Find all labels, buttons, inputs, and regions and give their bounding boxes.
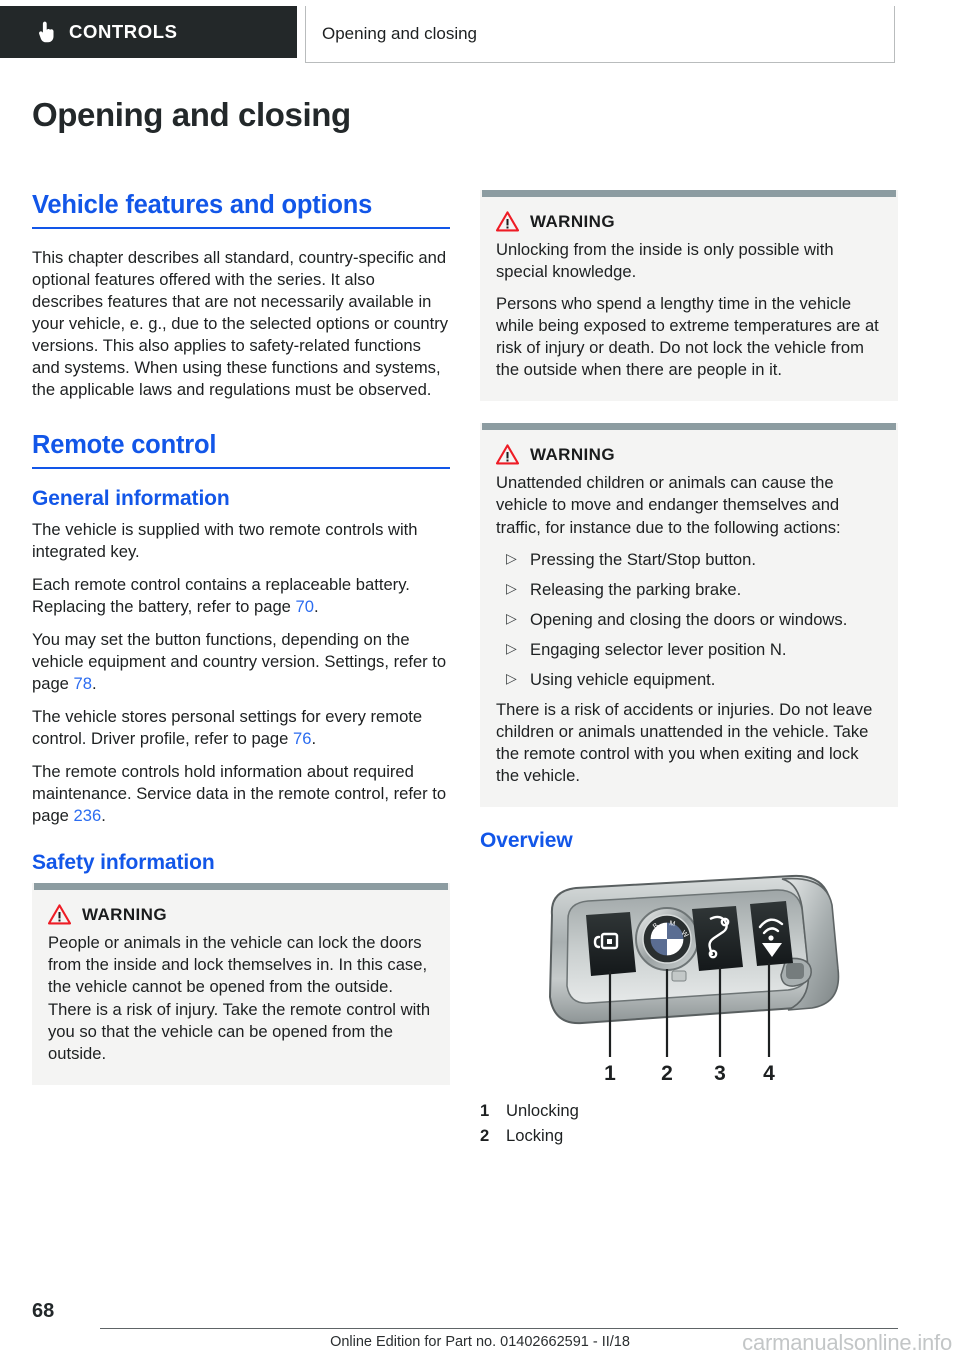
triangle-bullet-icon: ▷ (506, 609, 517, 626)
warning-paragraph: Persons who spend a lengthy time in the vehicle while being exposed to extreme temperatures are at risk of injury or death. Do not lock the vehicle from the outside when there are people in it. (496, 294, 879, 380)
section-tab-controls[interactable] (0, 6, 297, 58)
warning-box-accent-bar (482, 423, 896, 430)
breadcrumb[interactable] (305, 6, 895, 63)
svg-text:W: W (679, 929, 690, 940)
svg-text:2: 2 (661, 1062, 673, 1086)
legend-label: Unlocking (506, 1101, 579, 1121)
section-tab-label: CONTROLS (69, 21, 178, 42)
page-reference-link[interactable]: 78 (73, 673, 92, 693)
warning-box-unattended-children (480, 423, 898, 807)
figure-legend (480, 1101, 898, 1146)
callout-numbers (604, 1062, 775, 1085)
pointing-hand-icon (38, 21, 55, 43)
left-column (32, 190, 450, 1107)
footer-edition-text: Online Edition for Part no. 01402662591 - II/18 (330, 1334, 630, 1350)
button-panic-signal (750, 901, 793, 966)
svg-text:1: 1 (604, 1062, 616, 1086)
legend-item (480, 1101, 898, 1121)
legend-item (480, 1126, 898, 1146)
paragraph-text: The remote controls hold information about required maintenance. Service data in the remote control, refer to page (32, 762, 447, 826)
list-item-label: Engaging selector lever position N. (530, 639, 787, 659)
warning-title: WARNING (82, 904, 167, 924)
intro-paragraph: This chapter describes all standard, country-specific and optional features offered with the series. It also describes features that are not necessarily available in your vehicle, e. g., due to the selected options or country versions. This also applies to safety-related functions and systems. When using these functions and systems, the applicable laws and regulations must be observed. (32, 248, 449, 400)
list-item-label: Using vehicle equipment. (530, 669, 716, 689)
heading-rule (32, 227, 450, 229)
paragraph-battery (32, 574, 450, 618)
paragraph-text-tail: . (101, 806, 106, 826)
breadcrumb-label: Opening and closing (322, 24, 478, 43)
svg-text:B: B (651, 922, 660, 931)
button-unlock (586, 912, 636, 976)
svg-text:3: 3 (714, 1062, 726, 1086)
triangle-bullet-icon: ▷ (506, 639, 517, 656)
page-header (0, 6, 960, 64)
page-reference-link[interactable]: 76 (293, 729, 312, 749)
key-fob-illustration (524, 871, 854, 1091)
paragraph-text: The vehicle stores personal settings for every remote control. Driver profile, refer to page (32, 707, 423, 749)
paragraph-text: You may set the button functions, depending on the vehicle equipment and country version. Settings, refer to page (32, 629, 447, 693)
triangle-bullet-icon: ▷ (506, 579, 517, 596)
warning-title: WARNING (530, 444, 615, 464)
watermark: carmanualsonline.info (742, 1330, 952, 1355)
warning-triangle-icon (496, 211, 519, 232)
heading-vehicle-features-and-options: Vehicle features and options (32, 191, 373, 219)
warning-triangle-icon (496, 444, 519, 465)
page-number: 68 (32, 1300, 55, 1322)
triangle-bullet-icon: ▷ (506, 549, 517, 566)
page-title: Opening and closing (32, 96, 351, 133)
heading-general-information: General information (32, 486, 230, 510)
button-trunk (692, 906, 743, 971)
warning-paragraph: People or animals in the vehicle can lock the doors from the inside and lock themselves in. In this case, the vehicle cannot be opened from the outside. There is a risk of injury. Take the remote control with you so that the vehicle can be opened from the outside. (48, 933, 431, 1063)
heading-rule-remote-control (32, 467, 450, 469)
warning-bullet-list (496, 549, 882, 691)
heading-overview: Overview (480, 829, 573, 853)
paragraph-text-tail: . (311, 729, 317, 749)
footer-rule (100, 1328, 898, 1329)
warning-box-accent-bar (482, 190, 896, 197)
legend-number: 1 (480, 1101, 490, 1121)
warning-header (48, 904, 434, 925)
heading-remote-control: Remote control (32, 430, 217, 459)
paragraph-remote-controls-supplied (32, 519, 450, 563)
legend-label: Locking (506, 1126, 564, 1146)
warning-box-accent-bar (34, 883, 448, 890)
warning-triangle-icon (48, 904, 71, 925)
list-item (496, 609, 882, 631)
warning-header (496, 211, 882, 232)
list-item (496, 639, 882, 661)
paragraph-text: The vehicle is supplied with two remote controls with integrated key. (32, 519, 418, 561)
page-reference-link[interactable]: 70 (295, 596, 314, 616)
warning-box-safety (32, 883, 450, 1084)
heading-safety-information: Safety information (32, 851, 215, 875)
warning-outro: There is a risk of accidents or injuries. Do not leave children or animals unattended in the vehicle. Take the remote control with you when exiting and lock the vehicle. (496, 699, 873, 786)
paragraph-text-tail: . (313, 596, 319, 616)
paragraph-personal-settings (32, 706, 450, 750)
page-reference-link[interactable]: 236 (73, 806, 102, 826)
warning-intro: Unattended children or animals can cause the vehicle to move and endanger themselves and traffic, for instance due to the following actions: (496, 473, 841, 537)
list-item (496, 549, 882, 571)
list-item (496, 579, 882, 601)
svg-text:4: 4 (763, 1062, 775, 1086)
paragraph-text: Each remote control contains a replaceable battery. Replacing the battery, refer to page (32, 574, 410, 616)
list-item-label: Pressing the Start/Stop button. (530, 549, 756, 569)
triangle-bullet-icon: ▷ (506, 669, 517, 686)
warning-box-unlocking (480, 190, 898, 401)
figure-remote-control-key (480, 871, 898, 1091)
warning-header (496, 444, 882, 465)
right-column (480, 190, 898, 1151)
list-item-label: Opening and closing the doors or windows. (530, 609, 848, 629)
paragraph-text-tail: . (92, 673, 97, 693)
list-item-label: Releasing the parking brake. (530, 579, 742, 599)
warning-title: WARNING (530, 211, 615, 231)
list-item (496, 669, 882, 691)
svg-text:M: M (668, 920, 676, 929)
legend-number: 2 (480, 1126, 490, 1146)
paragraph-service-data (32, 761, 450, 827)
warning-paragraph: Unlocking from the inside is only possible with special knowledge. (496, 240, 834, 282)
paragraph-button-functions (32, 629, 450, 695)
